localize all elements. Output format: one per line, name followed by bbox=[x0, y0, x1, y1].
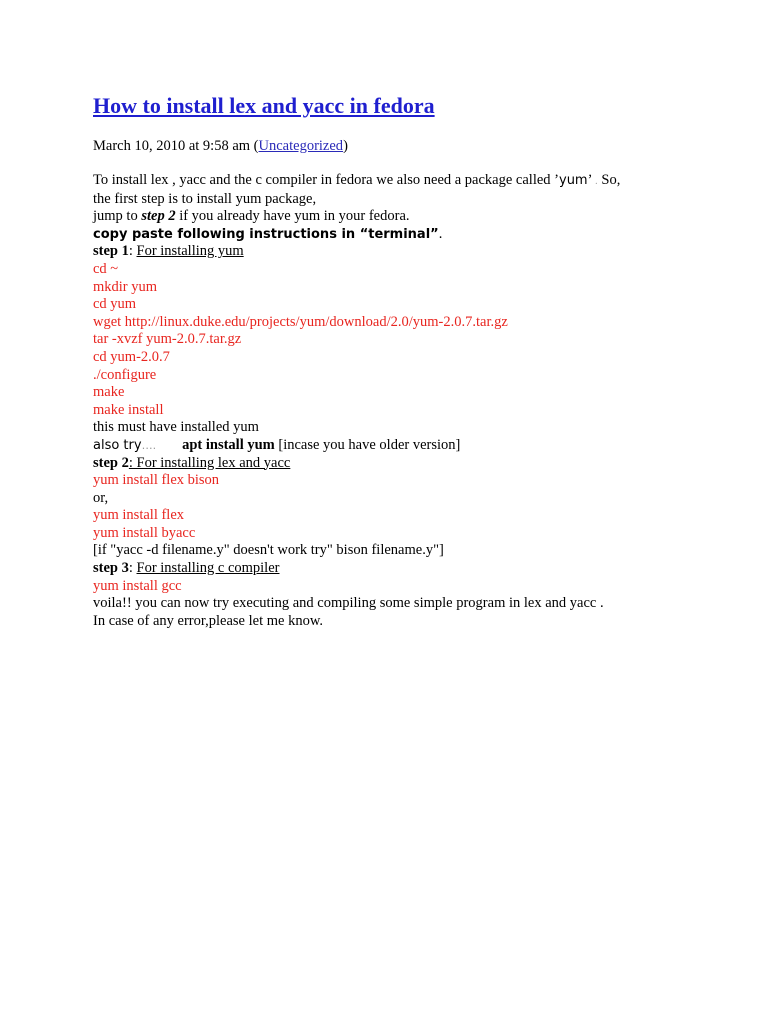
step-2-reference: step 2 bbox=[141, 208, 176, 225]
or-text: or, bbox=[93, 489, 109, 506]
step-3-label: step 3 bbox=[93, 560, 129, 577]
command-line: tar -xvzf yum-2.0.7.tar.gz bbox=[93, 331, 242, 348]
step-3-heading: step 3: For installing c compiler bbox=[93, 560, 280, 577]
outro-line-2: In case of any error,please let me know. bbox=[93, 612, 323, 629]
intro-line-3: jump to step 2 if you already have yum in your fedora. bbox=[93, 208, 410, 225]
command-line: yum install gcc bbox=[93, 577, 182, 594]
meta-close: ) bbox=[343, 138, 348, 154]
copy-paste-instruction: copy paste following instructions in “terminal” bbox=[93, 226, 439, 242]
also-try-line: also try…. apt install yum [incase you have older version] bbox=[93, 436, 461, 453]
step-1-heading: step 1: For installing yum bbox=[93, 243, 244, 260]
step-2-heading bbox=[93, 455, 713, 473]
page-title bbox=[93, 92, 435, 120]
command-line: yum install byacc bbox=[93, 524, 196, 541]
installed-note: this must have installed yum bbox=[93, 419, 259, 436]
command-line: yum install flex bbox=[93, 507, 185, 524]
intro-line-4: copy paste following instructions in “terminal”. bbox=[93, 225, 443, 242]
post-date: March 10, 2010 at 9:58 am ( bbox=[93, 138, 259, 154]
title-link[interactable]: How to install lex and yacc in fedora bbox=[93, 93, 435, 118]
intro-line-1: To install lex , yacc and the c compiler in fedora we also need a package called ’yum’ . So, bbox=[93, 172, 621, 188]
step-2-title: : For installing lex and yacc bbox=[128, 454, 291, 471]
command-line: cd yum bbox=[93, 296, 137, 313]
intro-line-2: the first step is to install yum package, bbox=[93, 190, 317, 207]
category-link[interactable]: Uncategorized bbox=[258, 138, 344, 154]
yum-word: yum bbox=[559, 173, 588, 188]
outro-line-1: voila!! you can now try executing and compiling some simple program in lex and yacc . bbox=[93, 595, 604, 612]
step-2-label: step 2 bbox=[93, 454, 129, 471]
command-line: wget http://linux.duke.edu/projects/yum/download/2.0/yum-2.0.7.tar.gz bbox=[93, 313, 508, 330]
command-line: cd ~ bbox=[93, 260, 119, 277]
command-line: ./configure bbox=[93, 366, 157, 383]
command-line: make bbox=[93, 384, 125, 401]
command-line: make install bbox=[93, 401, 164, 418]
step-1-label: step 1 bbox=[93, 243, 129, 260]
command-line: mkdir yum bbox=[93, 278, 158, 295]
step-1-title: For installing yum bbox=[136, 243, 244, 260]
apt-command: apt install yum bbox=[182, 436, 275, 453]
command-line: yum install flex bison bbox=[93, 472, 220, 489]
bison-note: [if "yacc -d filename.y" doesn't work try" bison filename.y"] bbox=[93, 542, 444, 559]
post-meta bbox=[93, 137, 348, 155]
command-line: cd yum-2.0.7 bbox=[93, 348, 170, 365]
step-3-title: For installing c compiler bbox=[136, 560, 280, 577]
post-body bbox=[93, 172, 713, 630]
